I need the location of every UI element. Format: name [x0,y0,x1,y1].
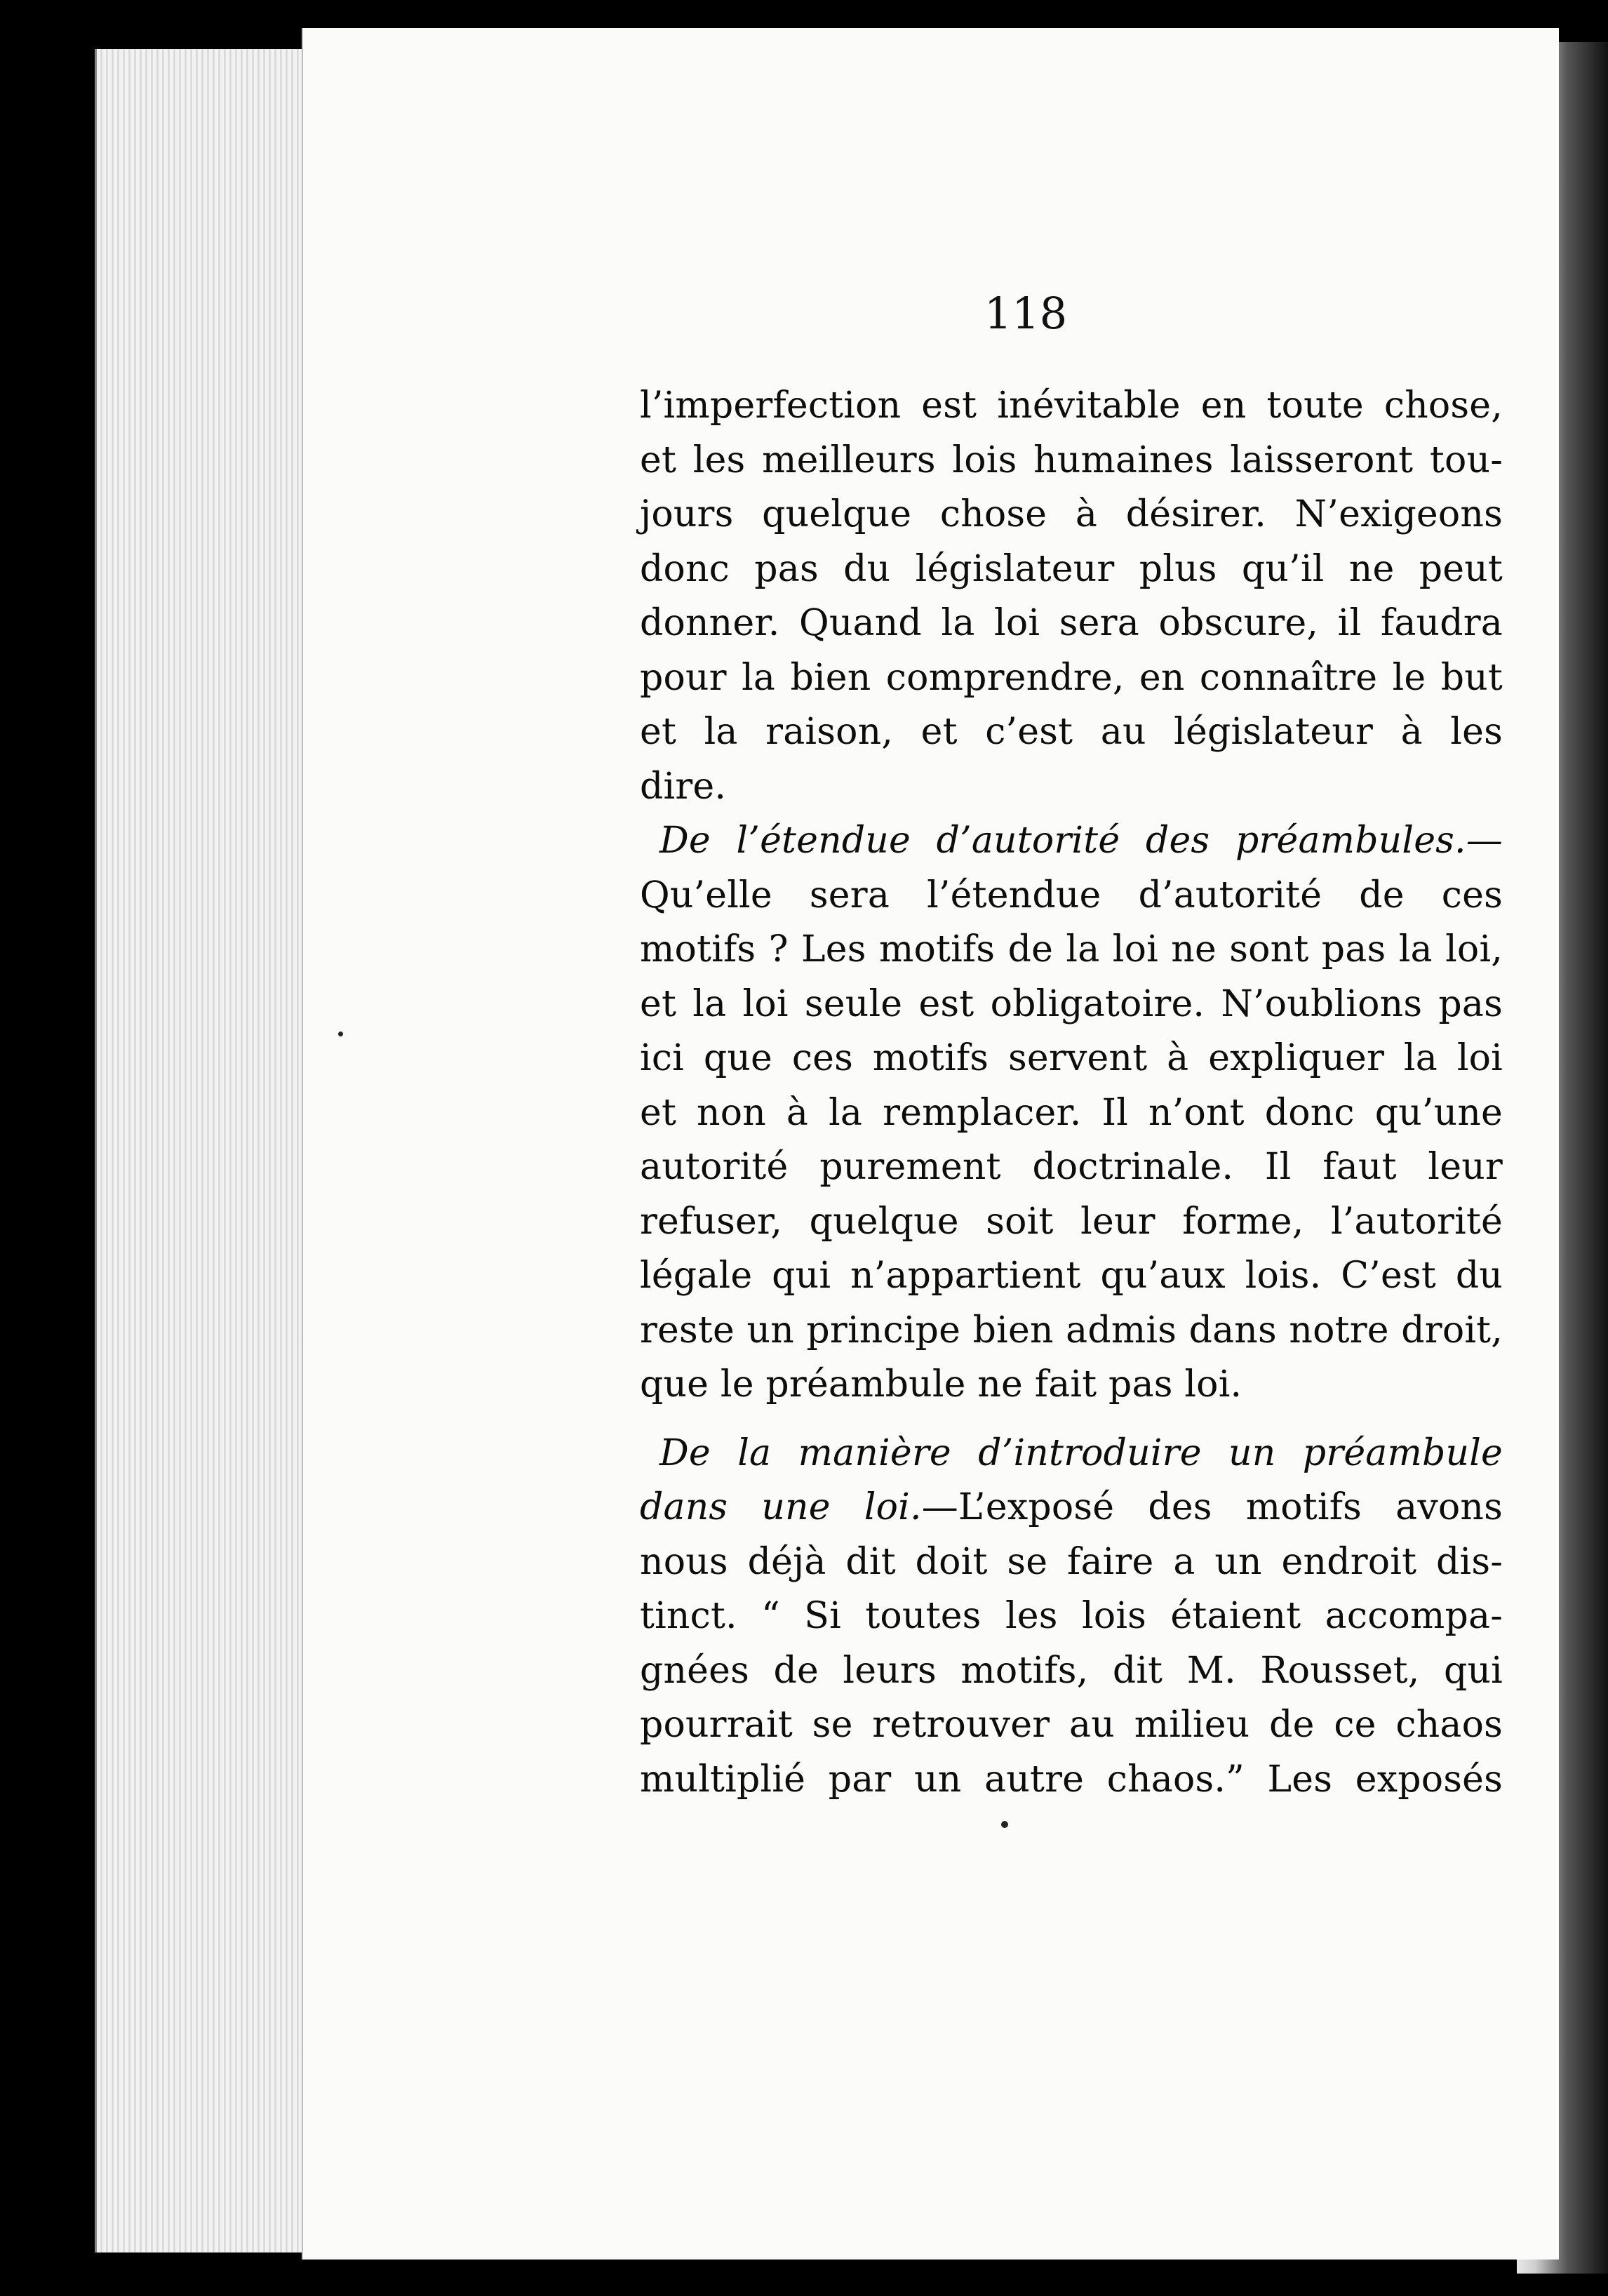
page-stack-edges [95,49,335,2252]
text-line: motifs ? Les motifs de la loi ne sont pas la loi, [640,928,1503,970]
text-line: dire. [640,765,727,808]
book-page [302,28,1559,2260]
text-line: tinct. “ Si toutes les lois étaient accompa- [640,1595,1503,1637]
text-line: légale qui n’appartient qu’aux lois. C’est du [640,1255,1503,1297]
text-line: reste un principe bien admis dans notre droit, [640,1309,1503,1351]
text-line: nous déjà dit doit se faire a un endroit dis- [640,1540,1503,1583]
text-line: que le préambule ne fait pas loi. [640,1363,1242,1406]
section-heading-rest: —L’exposé des motifs avons [921,1486,1503,1528]
text-line: autorité purement doctrinale. Il faut leur [640,1146,1503,1188]
text-line [640,1481,1503,1535]
text-line: et la loi seule est obligatoire. N’oublions pas [640,982,1503,1025]
page-number: 118 [984,288,1068,339]
text-line: jours quelque chose à désirer. N’exigeons [640,493,1503,535]
page-text [640,379,1503,1807]
text-line: gnées de leurs motifs, dit M. Rousset, qui [640,1649,1503,1692]
text-line: l’imperfection est inévitable en toute chose, [640,385,1503,427]
text-line: pourrait se retrouver au milieu de ce chaos [640,1704,1503,1746]
ink-speck [1001,1821,1008,1828]
section-heading: De l’étendue d’autorité des préambules.— [659,820,1503,862]
text-line: ici que ces motifs servent à expliquer la loi [640,1037,1503,1079]
text-line: Qu’elle sera l’étendue d’autorité de ces [640,874,1503,916]
text-line: donner. Quand la loi sera obscure, il faudra [640,602,1503,644]
section-heading: De la manière d’introduire un préambule [659,1431,1503,1474]
text-line: et les meilleurs lois humaines laisseront tou- [640,439,1503,481]
ink-speck [338,1032,343,1036]
text-line: et non à la remplacer. Il n’ont donc qu’une [640,1091,1503,1134]
section-heading-italic: dans une loi. [640,1486,922,1528]
text-line: multiplié par un autre chaos.” Les exposés [640,1758,1503,1801]
text-line: pour la bien comprendre, en connaître le but [640,656,1503,699]
text-line: donc pas du législateur plus qu’il ne peut [640,547,1503,590]
paragraph-gap [640,1413,1503,1427]
text-line: et la raison, et c’est au législateur à les [640,711,1503,753]
text-line: refuser, quelque soit leur forme, l’autorité [640,1200,1503,1243]
